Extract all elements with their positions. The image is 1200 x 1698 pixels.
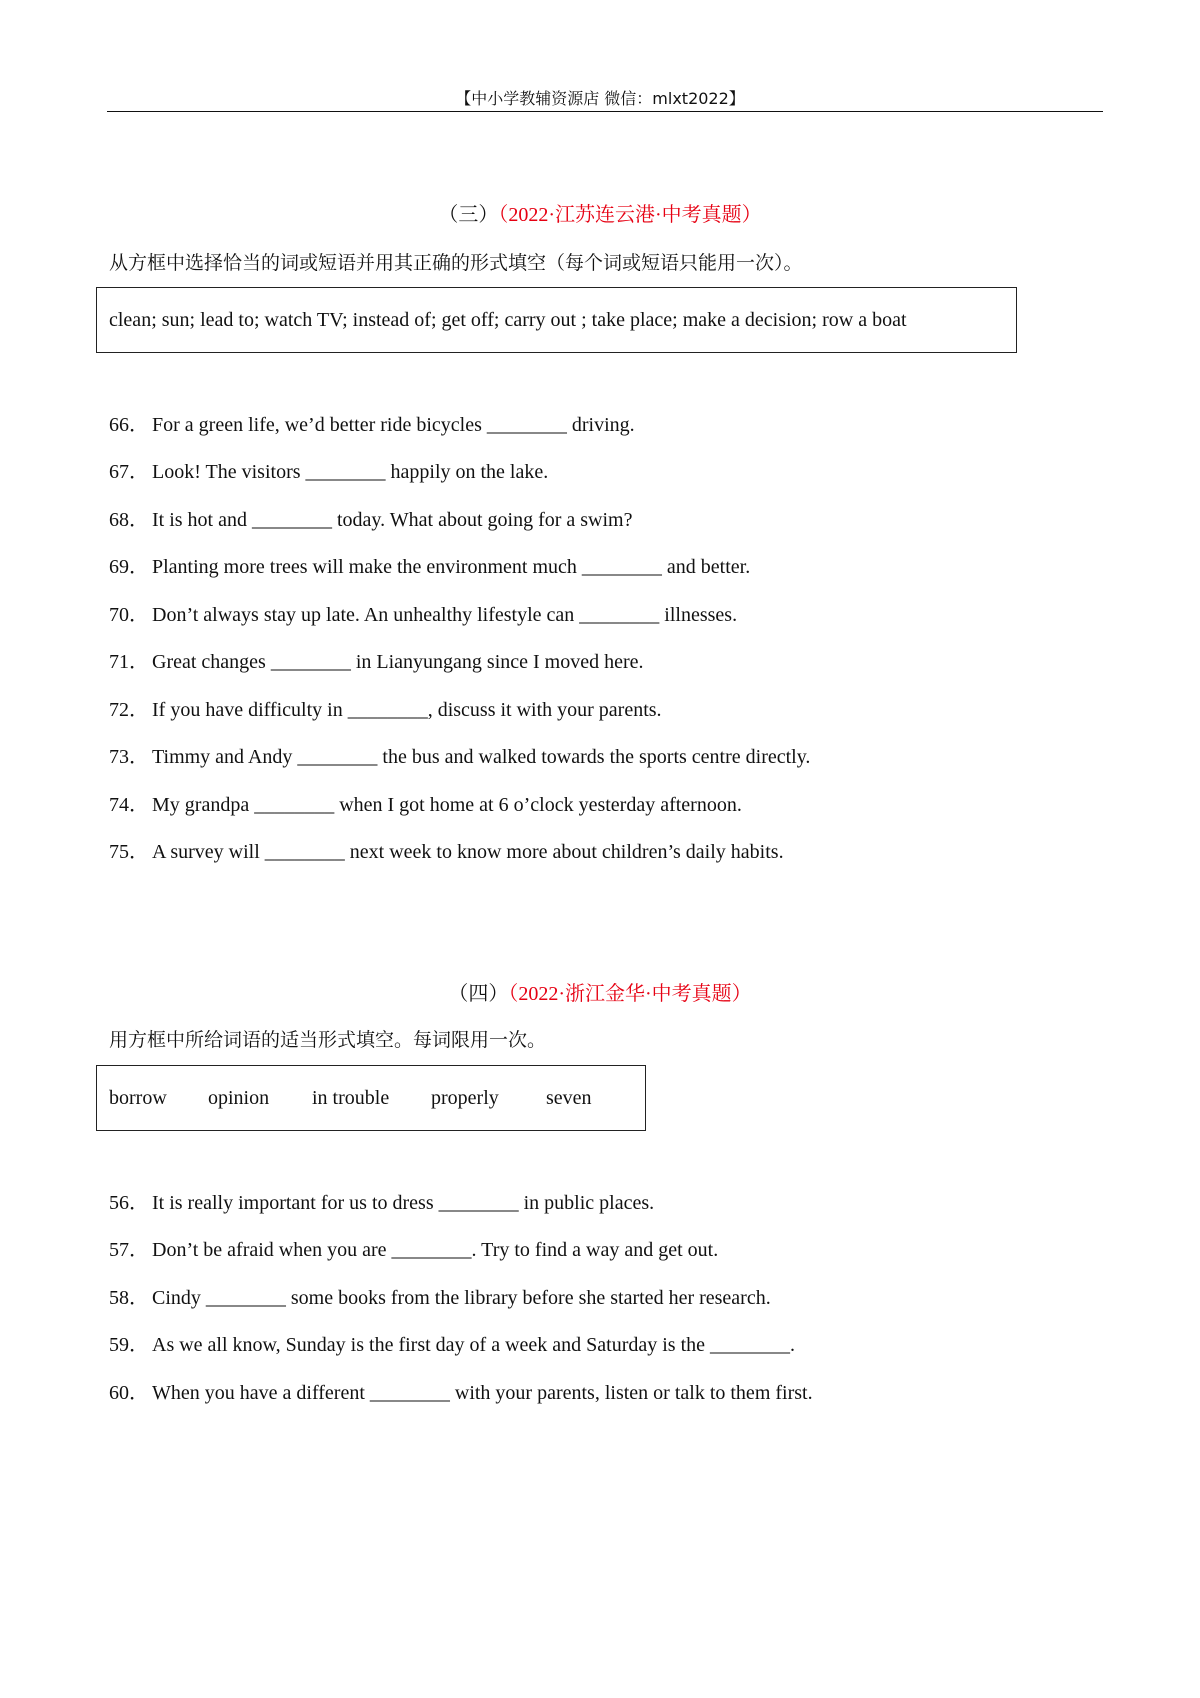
question-67 <box>109 460 548 484</box>
question-68 <box>109 508 632 532</box>
question-text: Timmy and Andy ________ the bus and walked towards the sports centre directly. <box>152 746 811 768</box>
question-74 <box>109 793 742 817</box>
question-text: If you have difficulty in ________, discuss it with your parents. <box>152 699 662 721</box>
question-number: 58． <box>109 1287 149 1309</box>
question-60 <box>109 1381 813 1405</box>
question-number: 60． <box>109 1382 149 1404</box>
section3-word-list: clean; sun; lead to; watch TV; instead of; get off; carry out ; take place; make a decision; row a boat <box>109 309 907 331</box>
section4-heading <box>0 982 1200 1006</box>
word-item: seven <box>546 1087 592 1109</box>
question-56 <box>109 1191 654 1215</box>
section3-word-box <box>96 287 1017 353</box>
section4-label: （四） <box>448 983 509 1005</box>
question-number: 66． <box>109 414 149 436</box>
section3-instruction: 从方框中选择恰当的词或短语并用其正确的形式填空（每个词或短语只能用一次）。 <box>109 252 803 274</box>
question-text: For a green life, we’d better ride bicycles ________ driving. <box>152 414 635 436</box>
question-text: Cindy ________ some books from the library before she started her research. <box>152 1287 771 1309</box>
question-text: When you have a different ________ with your parents, listen or talk to them first. <box>152 1382 813 1404</box>
question-text: Don’t always stay up late. An unhealthy lifestyle can ________ illnesses. <box>152 604 738 626</box>
question-75 <box>109 840 784 864</box>
word-item: borrow <box>109 1087 167 1109</box>
word-item: opinion <box>208 1087 270 1109</box>
question-text: Look! The visitors ________ happily on the lake. <box>152 461 549 483</box>
section3-source: （2022·江苏连云港·中考真题） <box>498 204 762 226</box>
question-73 <box>109 745 810 769</box>
section4-instruction: 用方框中所给词语的适当形式填空。每词限用一次。 <box>109 1029 547 1051</box>
question-number: 56． <box>109 1192 149 1214</box>
question-58 <box>109 1286 771 1310</box>
question-number: 59． <box>109 1334 149 1356</box>
section3-heading <box>0 203 1200 227</box>
question-71 <box>109 650 644 674</box>
section4-word-box <box>96 1065 646 1131</box>
question-text: Don’t be afraid when you are ________. Try to find a way and get out. <box>152 1239 719 1261</box>
header-rule <box>107 111 1103 112</box>
question-number: 70． <box>109 604 149 626</box>
question-66 <box>109 413 635 437</box>
question-59 <box>109 1333 795 1357</box>
question-number: 71． <box>109 651 149 673</box>
question-text: Great changes ________ in Lianyungang since I moved here. <box>152 651 644 673</box>
question-text: A survey will ________ next week to know more about children’s daily habits. <box>152 841 784 863</box>
question-text: My grandpa ________ when I got home at 6 o’clock yesterday afternoon. <box>152 794 742 816</box>
question-69 <box>109 555 750 579</box>
question-number: 68． <box>109 509 149 531</box>
question-number: 57． <box>109 1239 149 1261</box>
page-header: 【中小学教辅资源店 微信：mlxt2022】 <box>455 89 745 108</box>
question-70 <box>109 603 737 627</box>
word-item: in trouble <box>312 1087 390 1109</box>
question-text: It is hot and ________ today. What about going for a swim? <box>152 509 633 531</box>
question-text: Planting more trees will make the environment much ________ and better. <box>152 556 751 578</box>
question-72 <box>109 698 662 722</box>
question-number: 69． <box>109 556 149 578</box>
question-number: 74． <box>109 794 149 816</box>
question-text: As we all know, Sunday is the first day of a week and Saturday is the ________. <box>152 1334 796 1356</box>
question-number: 72． <box>109 699 149 721</box>
question-57 <box>109 1238 718 1262</box>
question-number: 67． <box>109 461 149 483</box>
section4-source: （2022·浙江金华·中考真题） <box>508 983 752 1005</box>
question-text: It is really important for us to dress ________ in public places. <box>152 1192 655 1214</box>
word-item: properly <box>431 1087 499 1109</box>
question-number: 75． <box>109 841 149 863</box>
section3-label: （三） <box>438 204 499 226</box>
question-number: 73． <box>109 746 149 768</box>
